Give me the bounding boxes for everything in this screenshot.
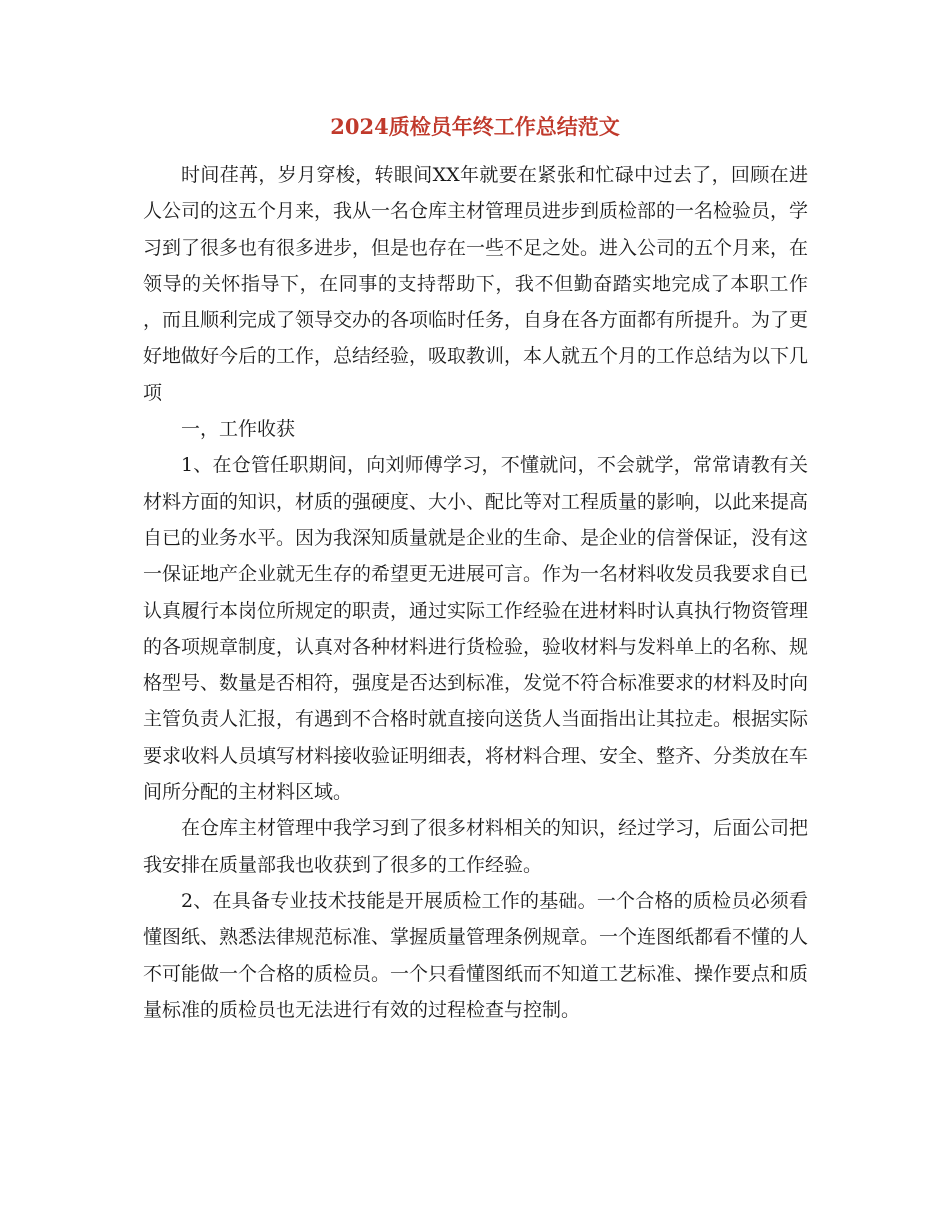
document-title: 2024质检员年终工作总结范文 (330, 114, 620, 139)
paragraph-item-2: 2、在具备专业技术技能是开展质检工作的基础。一个合格的质检员必须看懂图纸、熟悉法律规范标准、掌握质量管理条例规章。一个连图纸都看不懂的人不可能做一个合格的质检员。一个只看懂图纸而不知道工艺标准、操作要点和质量标准的质检员也无法进行有效的过程检查与控制。 (143, 889, 809, 1021)
document-body (143, 157, 808, 1028)
paragraph-warehouse-summary: 在仓库主材管理中我学习到了很多材料相关的知识，经过学习，后面公司把我安排在质量部我也收获到了很多的工作经验。 (143, 817, 809, 876)
paragraph-item-1: 1、在仓管任职期间，向刘师傅学习，不懂就问，不会就学，常常请教有关材料方面的知识，材质的强硬度、大小、配比等对工程质量的影响，以此来提高自已的业务水平。因为我深知质量就是企业的生命、是企业的信誉保证，没有这一保证地产企业就无生存的希望更无进展可言。作为一名材料收发员我要求自已认真履行本岗位所规定的职责，通过实际工作经验在进材料时认真执行物资管理的各项规章制度，认真对各种材料进行货检验，验收材料与发料单上的名称、规格型号、数量是否相符，强度是否达到标准，发觉不符合标准要求的材料及时向主管负责人汇报，有遇到不合格时就直接向送货人当面指出让其拉走。根据实际要求收料人员填写材料接收验证明细表，将材料合理、安全、整齐、分类放在车间所分配的主材料区域。 (143, 454, 809, 804)
paragraph-intro: 时间荏苒，岁月穿梭，转眼间XX年就要在紧张和忙碌中过去了，回顾在进人公司的这五个月来，我从一名仓库主材管理员进步到质检部的一名检验员，学习到了很多也有很多进步，但是也存在一些不足之处。进入公司的五个月来，在领导的关怀指导下，在同事的支持帮助下，我不但勤奋踏实地完成了本职工作 ，而且顺利完成了领导交办的各项临时任务，自身在各方面都有所提升。为了更好地做好今后的工作，总结经验，吸取教训，本人就五个月的工作总结为以下几项 (143, 164, 809, 404)
section-heading-work-gains: 一，工作收获 (181, 418, 296, 441)
